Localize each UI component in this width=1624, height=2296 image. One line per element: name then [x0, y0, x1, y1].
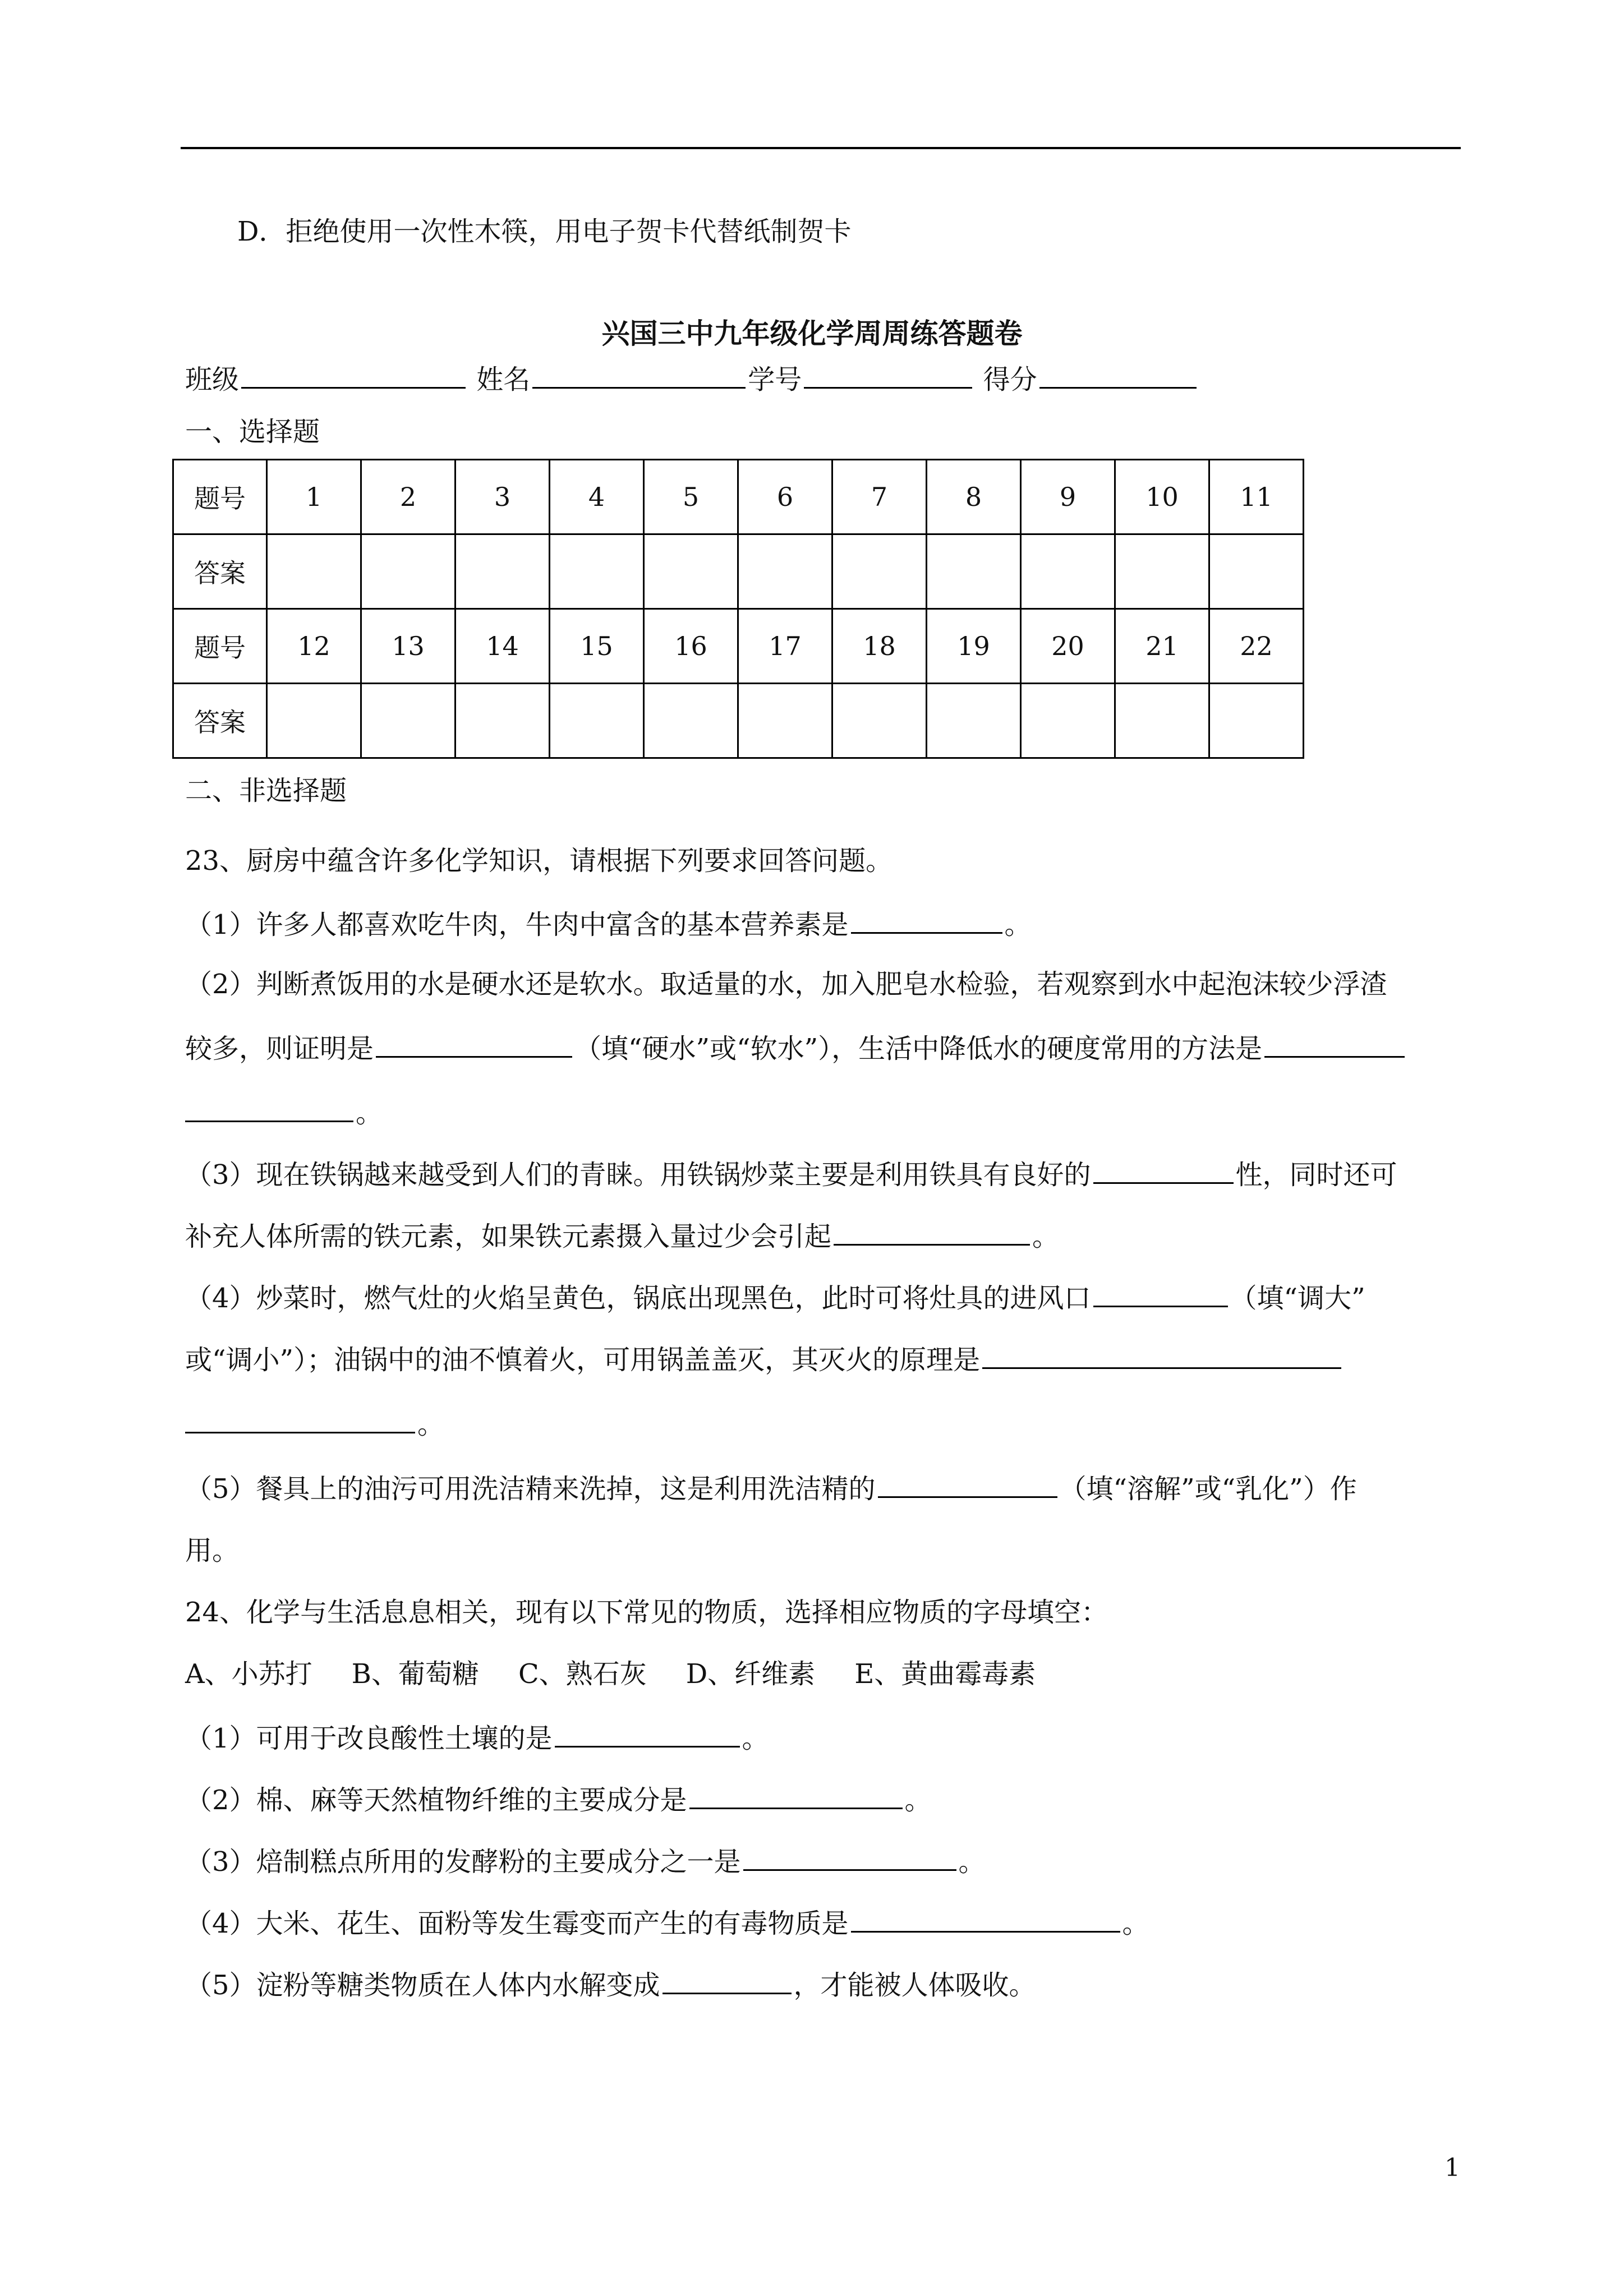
q24-part3-blank[interactable]	[743, 1842, 956, 1871]
question-number: 10	[1115, 460, 1209, 534]
table-row	[173, 534, 1304, 609]
q24-option-e: E、黄曲霉毒素	[854, 1658, 1036, 1690]
table-row	[173, 609, 1304, 684]
answer-cell[interactable]	[1021, 534, 1115, 609]
q24-part4	[185, 1904, 1149, 1940]
q23-part2-text2: （填“硬水”或“软水”），生活中降低水的硬度常用的方法是	[574, 1033, 1263, 1064]
q23-part4-blank1[interactable]	[1093, 1279, 1228, 1307]
answer-cell[interactable]	[1115, 534, 1209, 609]
answer-cell[interactable]	[550, 684, 644, 758]
page-number: 1	[1444, 2154, 1460, 2182]
q24-option-a: A、小苏打	[185, 1658, 312, 1690]
q24-part3-end: 。	[958, 1846, 986, 1878]
q24-part4-end: 。	[1122, 1908, 1149, 1939]
question-number: 14	[456, 609, 550, 684]
q23-part1	[185, 905, 1032, 942]
number-label: 学号	[748, 364, 802, 395]
q23-part4-end: 。	[417, 1409, 445, 1440]
q23-part2-text: 较多，则证明是	[185, 1033, 374, 1064]
question-number: 15	[550, 609, 644, 684]
answer-cell[interactable]	[644, 534, 738, 609]
q23-part3-line1	[185, 1155, 1397, 1192]
question-number: 4	[550, 460, 644, 534]
q24-part4-blank[interactable]	[851, 1904, 1120, 1933]
q24-part2	[185, 1781, 932, 1817]
question-number: 9	[1021, 460, 1115, 534]
question-number: 13	[361, 609, 456, 684]
q23-part5-text: （5）餐具上的油污可用洗洁精来洗掉，这是利用洗洁精的	[185, 1473, 876, 1505]
q23-part2-line2	[185, 1029, 1407, 1066]
q23-part2-line1: （2）判断煮饭用的水是硬水还是软水。取适量的水，加入肥皂水检验，若观察到水中起泡沫较少浮渣	[185, 969, 1387, 1000]
q23-part2-line3	[185, 1094, 383, 1130]
answer-label: 答案	[173, 534, 267, 609]
q23-part2-blank1[interactable]	[376, 1029, 572, 1058]
q23-part3-blank1[interactable]	[1093, 1155, 1234, 1184]
question-number-label: 题号	[173, 609, 267, 684]
q23-part4-text: （4）炒菜时，燃气灶的火焰呈黄色，锅底出现黑色，此时可将灶具的进风口	[185, 1283, 1091, 1314]
q24-option-b: B、葡萄糖	[351, 1658, 479, 1690]
answer-cell[interactable]	[1115, 684, 1209, 758]
q24-part4-text: （4）大米、花生、面粉等发生霉变而产生的有毒物质是	[185, 1908, 849, 1939]
answer-cell[interactable]	[361, 534, 456, 609]
q23-part2-blank2[interactable]	[1264, 1029, 1405, 1058]
q23-stem: 23、厨房中蕴含许多化学知识，请根据下列要求回答问题。	[185, 845, 893, 877]
q23-part5-line1	[185, 1469, 1357, 1506]
q24-part1-text: （1）可用于改良酸性土壤的是	[185, 1723, 553, 1754]
score-field[interactable]	[1039, 360, 1197, 389]
answer-cell[interactable]	[267, 684, 361, 758]
q23-part2-blank2-cont[interactable]	[185, 1094, 353, 1122]
section-nonchoice-heading: 二、非选择题	[185, 775, 347, 806]
table-row	[173, 460, 1304, 534]
q24-part1-end: 。	[742, 1723, 769, 1754]
class-label: 班级	[185, 364, 240, 395]
answer-cell[interactable]	[361, 684, 456, 758]
question-number: 19	[927, 609, 1021, 684]
q24-part2-text: （2）棉、麻等天然植物纤维的主要成分是	[185, 1785, 687, 1816]
q24-options	[185, 1657, 1036, 1691]
q24-part5	[185, 1966, 1036, 2002]
question-number: 16	[644, 609, 738, 684]
header-rule	[181, 147, 1461, 149]
q23-part5-text2: （填“溶解”或“乳化”）作	[1059, 1473, 1357, 1505]
question-number: 22	[1209, 609, 1304, 684]
question-number: 7	[832, 460, 927, 534]
q23-part4-line3	[185, 1405, 444, 1441]
student-info-line	[185, 360, 1199, 397]
q23-part3-text: （3）现在铁锅越来越受到人们的青睐。用铁锅炒菜主要是利用铁具有良好的	[185, 1159, 1091, 1191]
q24-part5-text: （5）淀粉等糖类物质在人体内水解变成	[185, 1970, 660, 2001]
question-number: 6	[738, 460, 832, 534]
q23-part4-text3: 或“调小”）；油锅中的油不慎着火，可用锅盖盖灭，其灭火的原理是	[185, 1344, 981, 1376]
q23-part5-blank[interactable]	[878, 1469, 1057, 1498]
q24-option-c: C、熟石灰	[518, 1658, 647, 1690]
q23-part4-blank2-cont[interactable]	[185, 1405, 415, 1433]
page-title: 兴国三中九年级化学周周练答题卷	[601, 317, 1023, 350]
question-number: 12	[267, 609, 361, 684]
question-number: 5	[644, 460, 738, 534]
question-number: 11	[1209, 460, 1304, 534]
question-number-label: 题号	[173, 460, 267, 534]
question-number: 21	[1115, 609, 1209, 684]
number-field[interactable]	[804, 360, 972, 389]
name-label: 姓名	[476, 364, 531, 395]
class-field[interactable]	[241, 360, 466, 389]
section-choice-heading: 一、选择题	[185, 416, 320, 448]
q23-part1-text: （1）许多人都喜欢吃牛肉，牛肉中富含的基本营养素是	[185, 909, 849, 940]
question-number: 20	[1021, 609, 1115, 684]
q24-part3-text: （3）焙制糕点所用的发酵粉的主要成分之一是	[185, 1846, 741, 1878]
question-number: 17	[738, 609, 832, 684]
answer-cell[interactable]	[832, 684, 927, 758]
name-field[interactable]	[532, 360, 746, 389]
answer-label: 答案	[173, 684, 267, 758]
q23-part4-text2: （填“调大”	[1230, 1283, 1365, 1314]
question-number: 18	[832, 609, 927, 684]
answer-cell[interactable]	[1209, 684, 1304, 758]
q23-part3-end: 。	[1032, 1221, 1060, 1252]
answer-cell[interactable]	[832, 534, 927, 609]
question-number: 8	[927, 460, 1021, 534]
q23-part1-end: 。	[1004, 909, 1032, 940]
q23-part2-end: 。	[356, 1098, 383, 1129]
q23-part4-line2	[185, 1340, 1344, 1377]
question-number: 1	[267, 460, 361, 534]
answer-cell[interactable]	[927, 684, 1021, 758]
answer-cell[interactable]	[550, 534, 644, 609]
q24-part1	[185, 1719, 769, 1755]
answer-cell[interactable]	[456, 534, 550, 609]
table-row	[173, 684, 1304, 758]
answer-cell[interactable]	[738, 534, 832, 609]
answer-cell[interactable]	[644, 684, 738, 758]
question-number: 3	[456, 460, 550, 534]
q24-stem: 24、化学与生活息息相关，现有以下常见的物质，选择相应物质的字母填空：	[185, 1597, 1108, 1628]
q23-part3-blank2[interactable]	[834, 1217, 1030, 1246]
answer-cell[interactable]	[1209, 534, 1304, 609]
q24-part5-blank[interactable]	[663, 1966, 792, 1994]
q23-part4-line1	[185, 1279, 1365, 1315]
score-label: 得分	[983, 364, 1037, 395]
answer-cell[interactable]	[927, 534, 1021, 609]
answer-cell[interactable]	[738, 684, 832, 758]
q24-part2-blank[interactable]	[689, 1781, 903, 1809]
q23-part4-blank2[interactable]	[982, 1340, 1341, 1369]
q24-option-d: D、纤维素	[686, 1658, 816, 1690]
q23-part1-blank[interactable]	[851, 905, 1002, 934]
answer-cell[interactable]	[456, 684, 550, 758]
q24-part5-text2: ，才能被人体吸收。	[793, 1970, 1036, 2001]
option-d: D．拒绝使用一次性木筷，用电子贺卡代替纸制贺卡	[237, 216, 852, 247]
answer-table	[172, 459, 1304, 759]
q23-part3-line2	[185, 1217, 1059, 1253]
q23-part3-text3: 补充人体所需的铁元素，如果铁元素摄入量过少会引起	[185, 1221, 832, 1252]
q23-part5-line2: 用。	[185, 1535, 240, 1566]
q24-part1-blank[interactable]	[555, 1719, 740, 1748]
q23-part3-text2: 性，同时还可	[1235, 1159, 1397, 1191]
answer-cell[interactable]	[267, 534, 361, 609]
q24-part3	[185, 1842, 986, 1879]
question-number: 2	[361, 460, 456, 534]
q24-part2-end: 。	[904, 1785, 932, 1816]
answer-cell[interactable]	[1021, 684, 1115, 758]
